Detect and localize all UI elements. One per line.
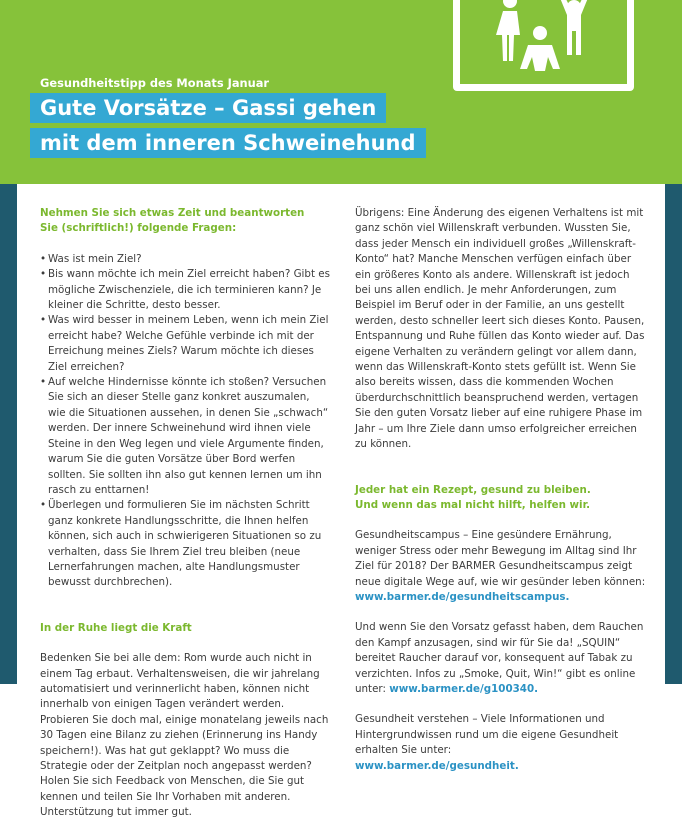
section-heading-ruhe: In der Ruhe liegt die Kraft bbox=[40, 621, 192, 634]
question-list bbox=[40, 252, 330, 591]
list-item: • Überlegen und formulieren Sie im nächsten Schritt ganz konkrete Handlungsschritte, die Ihnen helfen können, sich auch in schwierigeren Situationen so zu verhalten, dass Sie Ihrem Ziel treu bleiben (neue Lernerfahrungen machen, alte Handlungsmuster bewusst durchbrechen). bbox=[40, 498, 330, 590]
right-side-bar bbox=[665, 184, 682, 684]
list-item: • Auf welche Hindernisse könnte ich stoßen? Versuchen Sie sich an dieser Stelle ganz konkret auszumalen, wie die Situationen aussehen, in denen Sie „schwach“ werden. Der innere Schweinehund wird ihnen viele Steine in den Weg legen und viele Argumente finden, warum Sie die guten Vorsätze über Bord werfen sollten. Sie sollten ihn also gut kennen lernen um ihn rasch zu enttarnen! bbox=[40, 375, 330, 498]
left-column bbox=[40, 206, 330, 821]
willenskraft-paragraph: Übrigens: Eine Änderung des eigenen Verhaltens ist mit ganz schön viel Willenskraft verbunden. Wussten Sie, dass jeder Mensch ein individuell großes „Willenskraft-Konto“ hat? Manche Menschen verfügen einfach über ein größeres Konto als andere. Willenskraft ist jedoch bei uns allen endlich. Je mehr Anforderungen, zum Beispiel im Beruf oder in der Familie, an uns gestellt werden, desto schneller leert sich dieses Konto. Pausen, Entspannung und Ruhe füllen das Konto wieder auf. Das eigene Verhalten zu verändern gelingt vor allem dann, wenn das Willenskraft-Konto stets gefüllt ist. Wenn Sie also bereits wissen, dass die kommenden Wochen überdurchschnittlich beanspruchend werden, vertagen Sie den guten Vorsatz lieber auf eine ruhigere Phase im Jahr – um Ihre Ziele dann umso erfolgreicher erreichen zu können. bbox=[355, 207, 645, 451]
rauchen-paragraph: Und wenn Sie den Vorsatz gefasst haben, dem Rauchen den Kampf anzusagen, sind wir für Sie da! „SQUIN“ bereitet Raucher darauf vor, konsequent auf Tabak zu verzichten. Infos zu „Smoke, Quit, Win!“ gibt es online unter: bbox=[355, 621, 644, 695]
questions-heading-line-2: Sie (schriftlich!) folgende Fragen: bbox=[40, 222, 237, 235]
gesundheit-link[interactable]: www.barmer.de/gesundheit. bbox=[355, 759, 519, 772]
verstehen-paragraph: Gesundheit verstehen – Viele Informationen und Hintergrundwissen rund um die eigene Gesundheit erhalten Sie unter: bbox=[355, 713, 619, 757]
list-item: • Bis wann möchte ich mein Ziel erreicht haben? Gibt es mögliche Zwischenziele, die ich terminieren kann? Je kleiner die Schritte, desto besser. bbox=[40, 267, 330, 313]
content-panel bbox=[17, 184, 665, 819]
campus-paragraph: Gesundheitscampus – Eine gesündere Ernährung, weniger Stress oder mehr Bewegung im Alltag sind Ihr Ziel für 2018? Der BARMER Gesundheitscampus zeigt neue digitale Wege auf, wie wir gesünder leben können: bbox=[355, 529, 646, 588]
right-column bbox=[355, 206, 647, 774]
kicker: Gesundheitstipp des Monats Januar bbox=[40, 76, 270, 90]
family-pictogram-frame bbox=[453, 0, 634, 91]
header-banner bbox=[0, 0, 682, 184]
ruhe-paragraph: Bedenken Sie bei alle dem: Rom wurde auch nicht in einem Tag erbaut. Verhaltensweisen, die wir jahrelang automatisiert und verinnerlicht haben, können nicht innerhalb von einigen Tagen verändert werden. Probieren Sie doch mal, einige monatelang jeweils nach 30 Tagen eine Bilanz zu ziehen (Erinnerung ins Handy speichern!). Was hat gut geklappt? Wo muss die Strategie oder der Zeitplan noch angepasst werden? Holen Sie sich Feedback von Menschen, die Sie gut kennen und teilen Sie Ihr Vorhaben mit anderen. Unterstützung tut immer gut. bbox=[40, 652, 329, 819]
list-item: • Was ist mein Ziel? bbox=[40, 252, 330, 267]
family-pictogram-icon bbox=[460, 0, 627, 84]
squin-link[interactable]: www.barmer.de/g100340. bbox=[389, 682, 539, 695]
page-title-line-1: Gute Vorsätze – Gassi gehen bbox=[30, 93, 386, 123]
list-item: • Was wird besser in meinem Leben, wenn ich mein Ziel erreicht habe? Welche Gefühle verbinde ich mit der Erreichung meines Ziels? Warum möchte ich dieses Ziel erreichen? bbox=[40, 313, 330, 375]
page-title-line-2: mit dem inneren Schweinehund bbox=[30, 128, 426, 158]
questions-heading-line-1: Nehmen Sie sich etwas Zeit und beantworten bbox=[40, 207, 305, 219]
rezept-heading-line-1: Jeder hat ein Rezept, gesund zu bleiben. bbox=[355, 483, 591, 496]
left-side-bar bbox=[0, 184, 17, 684]
rezept-heading-line-2: Und wenn das mal nicht hilft, helfen wir. bbox=[355, 498, 591, 511]
campus-link[interactable]: www.barmer.de/gesundheitscampus. bbox=[355, 590, 570, 603]
